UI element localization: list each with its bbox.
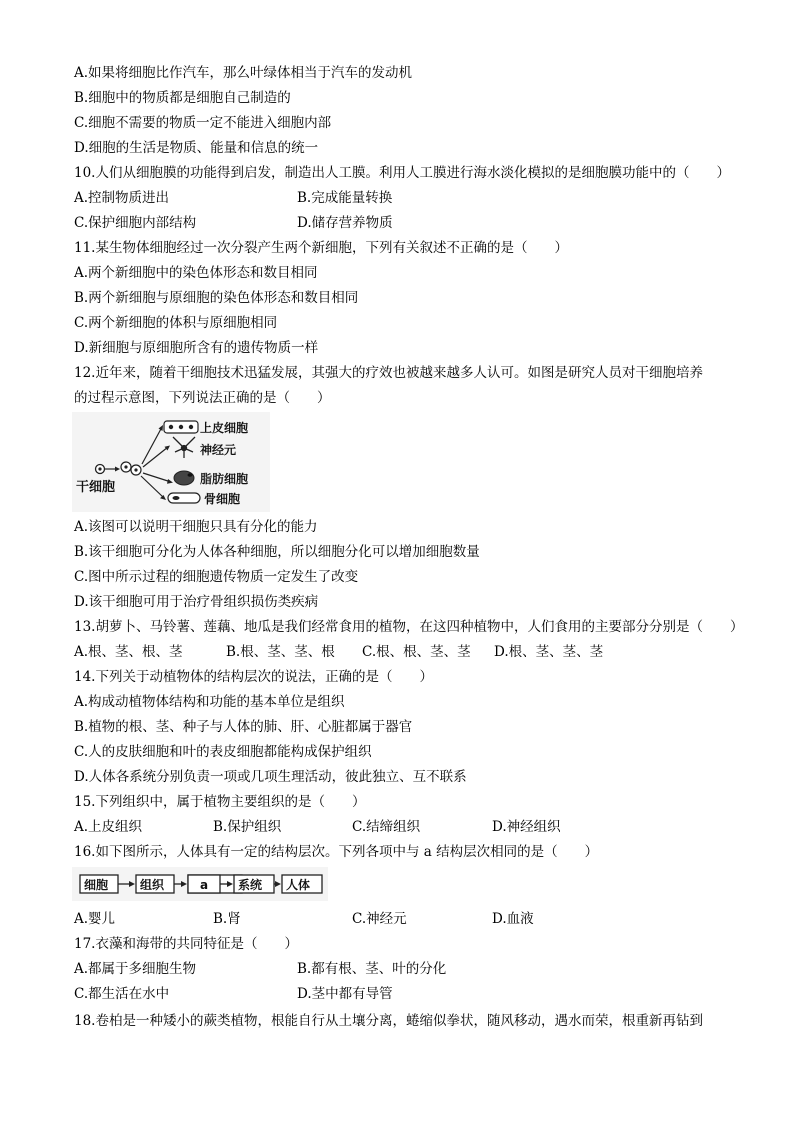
q10-option-c: C.保护细胞内部结构 xyxy=(74,215,197,231)
flow-box-system: 系统 xyxy=(238,878,263,892)
q10-option-b: B.完成能量转换 xyxy=(297,190,393,206)
q11-option-b: B.两个新细胞与原细胞的染色体形态和数目相同 xyxy=(74,290,359,306)
stem-cell-diagram xyxy=(72,412,270,512)
q13-option-b: B.根、茎、茎、根 xyxy=(226,644,335,660)
flow-box-tissue: 组织 xyxy=(140,878,165,892)
q9-option-c: C.细胞不需要的物质一定不能进入细胞内部 xyxy=(74,115,332,131)
diagram-source-label: 干细胞 xyxy=(76,480,116,495)
diagram-target-bone: 骨细胞 xyxy=(204,492,241,506)
flow-box-cell: 细胞 xyxy=(84,878,109,892)
q15-option-a: A.上皮组织 xyxy=(74,819,143,835)
q10-option-a: A.控制物质进出 xyxy=(74,190,170,206)
q13-option-c: C.根、根、茎、茎 xyxy=(362,644,471,660)
stem-cell-icon xyxy=(96,465,105,474)
q15-options xyxy=(74,818,734,836)
flow-box-a: a xyxy=(200,878,209,892)
q15-stem: 15.下列组织中，属于植物主要组织的是（ ） xyxy=(74,794,366,810)
q12-option-c: C.图中所示过程的细胞遗传物质一定发生了改变 xyxy=(74,569,359,585)
q9-option-a: A.如果将细胞比作汽车，那么叶绿体相当于汽车的发动机 xyxy=(74,65,413,81)
q11-option-d: D.新细胞与原细胞所含有的遗传物质一样 xyxy=(74,340,319,356)
fat-cell-icon xyxy=(174,471,194,485)
q13-stem: 13.胡萝卜、马铃薯、莲藕、地瓜是我们经常食用的植物，在这四种植物中，人们食用的主要部分分别是（ ） xyxy=(74,619,744,635)
q16-stem: 16.如下图所示，人体具有一定的结构层次。下列各项中与 a 结构层次相同的是（ ） xyxy=(74,844,599,860)
q11-stem: 11.某生物体细胞经过一次分裂产生两个新细胞，下列有关叙述不正确的是（ ） xyxy=(74,240,568,256)
q17-option-a: A.都属于多细胞生物 xyxy=(74,961,197,977)
q11-option-c: C.两个新细胞的体积与原细胞相同 xyxy=(74,315,278,331)
q15-option-c: C.结缔组织 xyxy=(352,819,421,835)
q14-option-a: A.构成动植物体结构和功能的基本单位是组织 xyxy=(74,694,345,710)
q12-stem-line2: 的过程示意图，下列说法正确的是（ ） xyxy=(74,390,331,406)
q9-option-d: D.细胞的生活是物质、能量和信息的统一 xyxy=(74,140,319,156)
q17-stem: 17.衣藻和海带的共同特征是（ ） xyxy=(74,936,298,952)
q10-stem: 10.人们从细胞膜的功能得到启发，制造出人工膜。利用人工膜进行海水淡化模拟的是细胞膜功能中的（ ） xyxy=(74,165,730,181)
q17-options-row1 xyxy=(74,960,734,978)
epithelial-cell-icon xyxy=(164,421,198,433)
bone-cell-icon xyxy=(168,493,200,503)
q17-option-b: B.都有根、茎、叶的分化 xyxy=(297,961,447,977)
q14-option-b: B.植物的根、茎、种子与人体的肺、肝、心脏都属于器官 xyxy=(74,719,413,735)
q12-option-a: A.该图可以说明干细胞只具有分化的能力 xyxy=(74,519,318,535)
q18-stem: 18.卷柏是一种矮小的蕨类植物，根能自行从土壤分离，蜷缩似拳状，随风移动，遇水而荣，根重新再钻到 xyxy=(74,1013,703,1029)
q16-option-a: A.婴儿 xyxy=(74,911,116,927)
q17-option-d: D.茎中都有导管 xyxy=(297,986,393,1002)
q13-option-d: D.根、茎、茎、茎 xyxy=(494,644,604,660)
q17-option-c: C.都生活在水中 xyxy=(74,986,170,1002)
q10-option-d: D.储存营养物质 xyxy=(297,215,393,231)
body-structure-flow xyxy=(72,867,328,901)
q16-options xyxy=(74,910,734,928)
q14-option-c: C.人的皮肤细胞和叶的表皮细胞都能构成保护组织 xyxy=(74,744,372,760)
q12-option-b: B.该干细胞可分化为人体各种细胞，所以细胞分化可以增加细胞数量 xyxy=(74,544,480,560)
q16-option-d: D.血液 xyxy=(492,911,534,927)
q13-options xyxy=(74,643,734,661)
q10-options-row2 xyxy=(74,214,734,232)
q16-option-c: C.神经元 xyxy=(352,911,407,927)
q14-option-d: D.人体各系统分别负责一项或几项生理活动，彼此独立、互不联系 xyxy=(74,769,467,785)
diagram-target-neuron: 神经元 xyxy=(200,443,237,457)
diagram-target-fat: 脂肪细胞 xyxy=(200,472,249,486)
q15-option-d: D.神经组织 xyxy=(492,819,561,835)
diagram-target-epithelial: 上皮细胞 xyxy=(200,421,249,435)
q11-option-a: A.两个新细胞中的染色体形态和数目相同 xyxy=(74,265,318,281)
q17-options-row2 xyxy=(74,985,734,1003)
q14-stem: 14.下列关于动植物体的结构层次的说法，正确的是（ ） xyxy=(74,669,433,685)
q13-option-a: A.根、茎、根、茎 xyxy=(74,644,183,660)
q9-option-b: B.细胞中的物质都是细胞自己制造的 xyxy=(74,90,291,106)
flow-box-body: 人体 xyxy=(286,878,311,892)
q15-option-b: B.保护组织 xyxy=(213,819,282,835)
q10-options-row1 xyxy=(74,189,734,207)
q12-stem-line1: 12.近年来，随着干细胞技术迅猛发展，其强大的疗效也被越来越多人认可。如图是研究人员对干细胞培养 xyxy=(74,365,703,381)
q12-option-d: D.该干细胞可用于治疗骨组织损伤类疾病 xyxy=(74,594,319,610)
q16-option-b: B.肾 xyxy=(213,911,241,927)
